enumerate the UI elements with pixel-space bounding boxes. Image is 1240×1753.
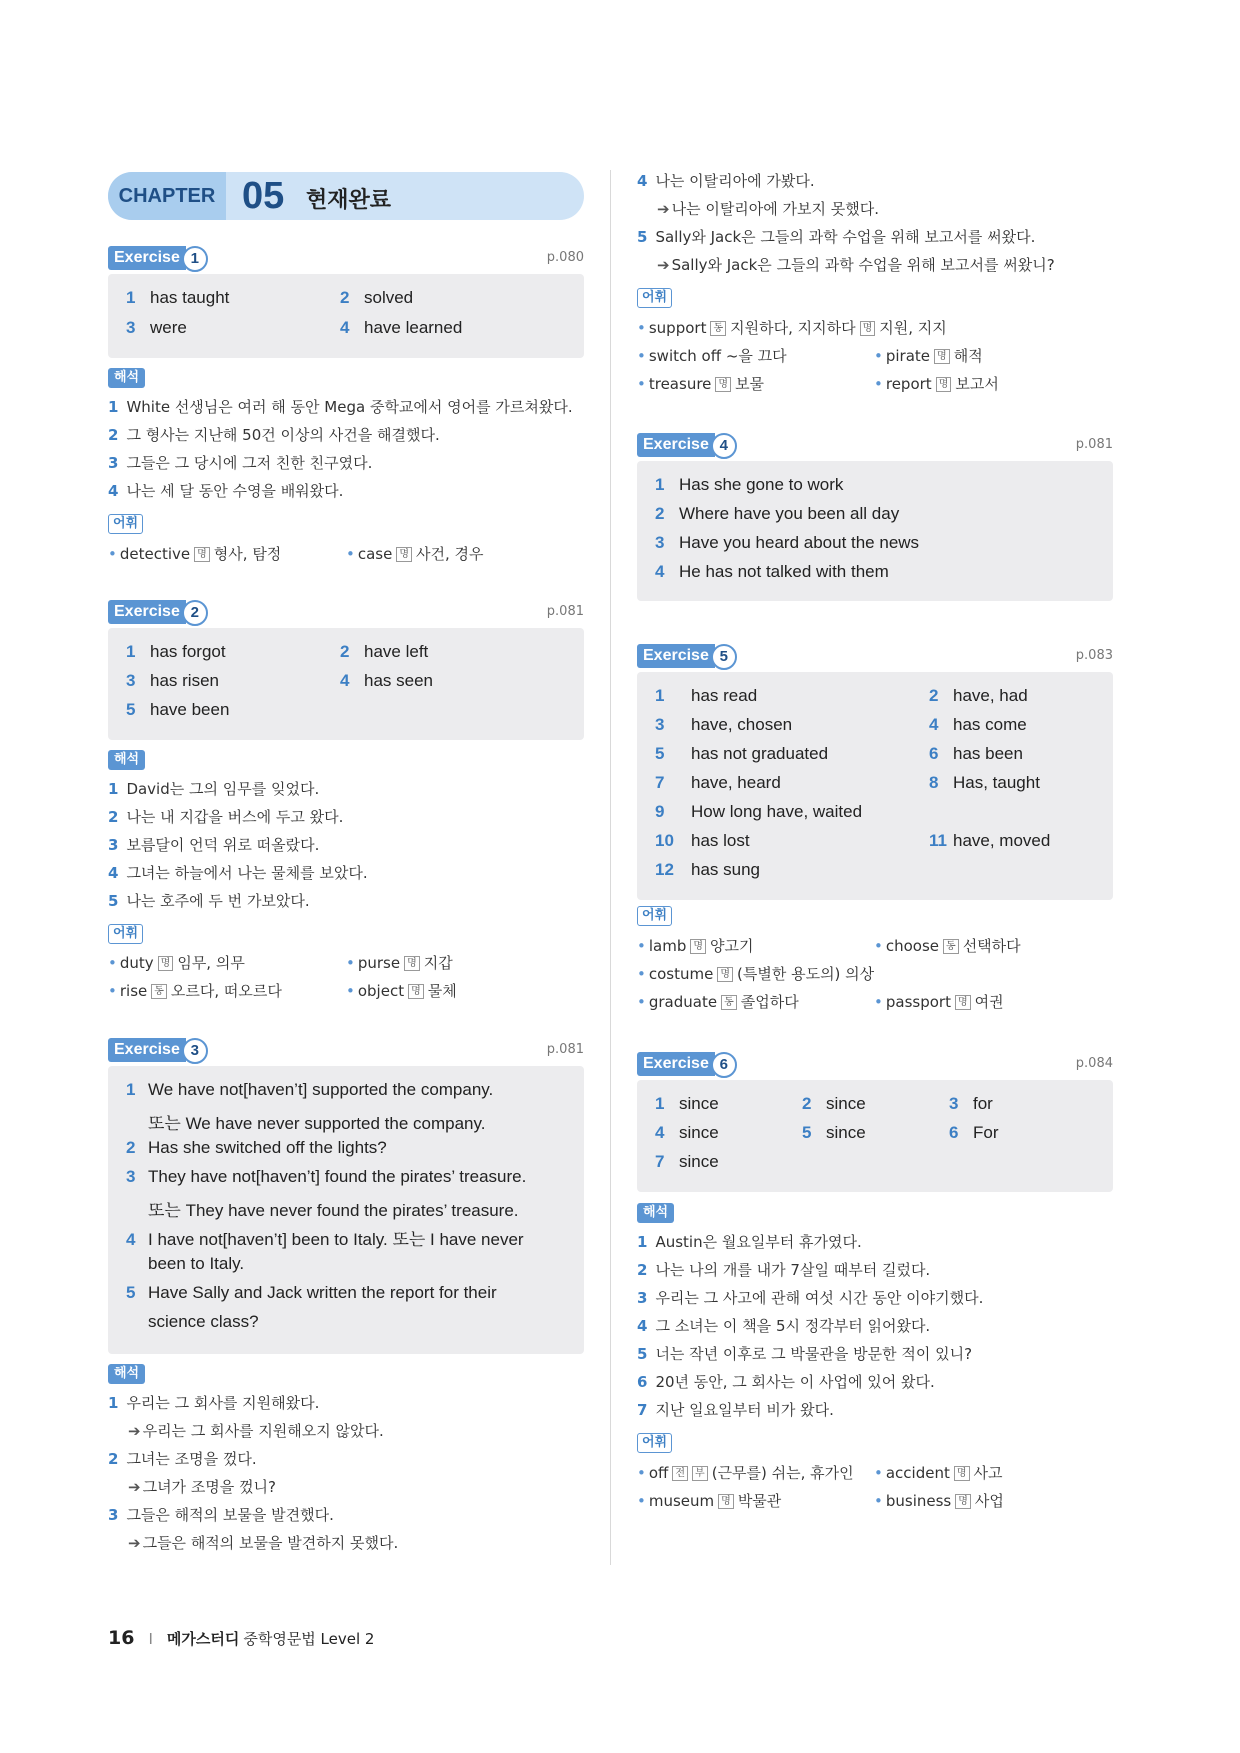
answer-item: 3 for: [949, 1094, 993, 1113]
vocab-item: • lamb 명 양고기: [637, 937, 754, 955]
exercise-number: 3: [182, 1038, 208, 1064]
answer-item: 1 We have not[haven’t] supported the company.: [126, 1080, 494, 1099]
vocab-item: • purse 명 지갑: [346, 954, 453, 972]
chapter-label: CHAPTER: [108, 172, 226, 220]
exercise-6-header: [637, 1052, 1113, 1078]
translation-line: 3 보름달이 언덕 위로 떠올랐다.: [108, 836, 320, 854]
answer-item: 2 since: [802, 1094, 866, 1113]
vocab-item: • detective 명 형사, 탐정: [108, 545, 282, 563]
vocab-item: • graduate 동 졸업하다: [637, 993, 799, 1011]
answer-item-cont: 또는 We have never supported the company.: [148, 1114, 486, 1133]
translation-line: 4 그녀는 하늘에서 나는 물체를 보았다.: [108, 864, 368, 882]
translation-line: 4 나는 세 달 동안 수영을 배워왔다.: [108, 482, 344, 500]
exercise-label: Exercise: [108, 1038, 186, 1062]
translation-line: 2 그녀는 조명을 껐다.: [108, 1450, 257, 1468]
vocab-item: • choose 동 선택하다: [874, 937, 1021, 955]
answer-item-cont: been to Italy.: [148, 1254, 245, 1273]
book-title: 메가스터디: [166, 1630, 240, 1648]
answer-item: 2 solved: [340, 288, 414, 307]
answer-item: 1 has taught: [126, 288, 230, 307]
exercise-label: Exercise: [637, 1052, 715, 1076]
translation-tag: 해석: [108, 368, 145, 388]
vocab-tag: 어휘: [637, 906, 672, 926]
answer-item: 1 has forgot: [126, 642, 226, 661]
translation-sub: ➔ 우리는 그 회사를 지원해오지 않았다.: [128, 1422, 384, 1440]
translation-sub: ➔ 그녀가 조명을 껐니?: [128, 1478, 276, 1496]
page-ref: p.084: [1075, 1056, 1113, 1071]
chapter-header: [108, 172, 584, 220]
translation-sub: ➔ Sally와 Jack은 그들의 과학 수업을 위해 보고서를 써왔니?: [657, 256, 1055, 274]
translation-line: 7 지난 일요일부터 비가 왔다.: [637, 1401, 834, 1419]
answer-item: 3 were: [126, 318, 187, 337]
answer-item: 3 Have you heard about the news: [655, 533, 920, 552]
vocab-item: • pirate 명 해적: [874, 347, 983, 365]
column-divider: [610, 170, 611, 1565]
answer-item: 1 since: [655, 1094, 719, 1113]
exercise-label: Exercise: [108, 600, 186, 624]
page-ref: p.083: [1075, 648, 1113, 663]
translation-line: 2 나는 내 지갑을 버스에 두고 왔다.: [108, 808, 344, 826]
exercise-4-header: [637, 433, 1113, 459]
translation-tag: 해석: [637, 1203, 674, 1223]
exercise-label: Exercise: [108, 246, 186, 270]
exercise-number: 5: [711, 644, 737, 670]
answer-item: 1 has read: [655, 686, 758, 705]
answer-item: 9 How long have, waited: [655, 802, 863, 821]
translation-line: 2 나는 나의 개를 내가 7살일 때부터 길렀다.: [637, 1261, 931, 1279]
exercise-number: 4: [711, 433, 737, 459]
answer-item: 7 since: [655, 1152, 719, 1171]
translation-line: 2 그 형사는 지난해 50건 이상의 사건을 해결했다.: [108, 426, 440, 444]
answer-item: 3 They have not[haven’t] found the pirates’ treasure.: [126, 1167, 527, 1186]
answer-item: 2 have left: [340, 642, 429, 661]
answer-item: 4 I have not[haven’t] been to Italy. 또는 I have never: [126, 1230, 524, 1249]
exercise-3-header: [108, 1038, 584, 1064]
answer-item: 7 have, heard: [655, 773, 781, 792]
vocab-item: • costume 명 (특별한 용도의) 의상: [637, 965, 875, 983]
translation-line: 3 그들은 해적의 보물을 발견했다.: [108, 1506, 334, 1524]
translation-sub: ➔ 그들은 해적의 보물을 발견하지 못했다.: [128, 1534, 399, 1552]
exercise-5-header: [637, 644, 1113, 670]
exercise-label: Exercise: [637, 433, 715, 457]
exercise-number: 2: [182, 600, 208, 626]
exercise-2-answers: [108, 628, 584, 740]
translation-line: 1 Austin은 월요일부터 휴가였다.: [637, 1233, 862, 1251]
answer-item: 4 has come: [929, 715, 1027, 734]
answer-item: 4 have learned: [340, 318, 463, 337]
answer-item: 5 Have Sally and Jack written the report for their: [126, 1283, 497, 1302]
answer-item: 3 have, chosen: [655, 715, 793, 734]
vocab-item: • report 명 보고서: [874, 375, 999, 393]
vocab-tag: 어휘: [637, 288, 672, 308]
vocab-tag: 어휘: [637, 1433, 672, 1453]
answer-item: 2 have, had: [929, 686, 1028, 705]
vocab-item: • museum 명 박물관: [637, 1492, 782, 1510]
chapter-title: 현재완료: [306, 188, 392, 213]
exercise-number: 6: [711, 1052, 737, 1078]
answer-item: 3 has risen: [126, 671, 219, 690]
translation-tag: 해석: [108, 750, 145, 770]
answer-item-cont: 또는 They have never found the pirates’ treasure.: [148, 1201, 519, 1220]
vocab-item: • case 명 사건, 경우: [346, 545, 484, 563]
translation-line: 6 20년 동안, 그 회사는 이 사업에 있어 왔다.: [637, 1373, 935, 1391]
exercise-2-header: [108, 600, 584, 626]
vocab-tag: 어휘: [108, 924, 143, 944]
answer-item: 2 Where have you been all day: [655, 504, 900, 523]
translation-line: 3 우리는 그 사고에 관해 여섯 시간 동안 이야기했다.: [637, 1289, 984, 1307]
page-footer: [108, 1627, 374, 1649]
translation-line: 4 나는 이탈리아에 가봤다.: [637, 172, 815, 190]
answer-item: 10 has lost: [655, 831, 750, 850]
translation-line: 1 우리는 그 회사를 지원해왔다.: [108, 1394, 320, 1412]
chapter-number: 05: [242, 175, 285, 217]
vocab-item: • accident 명 사고: [874, 1464, 1003, 1482]
answer-item: 6 For: [949, 1123, 999, 1142]
answer-item: 6 has been: [929, 744, 1023, 763]
answer-item: 4 has seen: [340, 671, 433, 690]
vocab-item: • object 명 물체: [346, 982, 457, 1000]
vocab-item: • switch off ~을 끄다: [637, 347, 787, 365]
translation-line: 5 Sally와 Jack은 그들의 과학 수업을 위해 보고서를 써왔다.: [637, 228, 1036, 246]
answer-item: 4 He has not talked with them: [655, 562, 889, 581]
answer-item-cont: science class?: [148, 1312, 259, 1331]
book-subtitle: 중학영문법 Level 2: [243, 1630, 375, 1648]
vocab-item: • passport 명 여권: [874, 993, 1004, 1011]
answer-item: 8 Has, taught: [929, 773, 1040, 792]
translation-line: 1 David는 그의 임무를 잊었다.: [108, 780, 320, 798]
answer-item: 1 Has she gone to work: [655, 475, 844, 494]
exercise-3-answers: [108, 1066, 584, 1354]
answer-item: 5 since: [802, 1123, 866, 1142]
vocab-item: • duty 명 임무, 의무: [108, 954, 245, 972]
translation-line: 5 너는 작년 이후로 그 박물관을 방문한 적이 있니?: [637, 1345, 973, 1363]
translation-line: 3 그들은 그 당시에 그저 친한 친구였다.: [108, 454, 373, 472]
vocab-item: • off 전 부 (근무를) 쉬는, 휴가인: [637, 1464, 854, 1482]
exercise-label: Exercise: [637, 644, 715, 668]
translation-line: 5 나는 호주에 두 번 가보았다.: [108, 892, 310, 910]
answer-item: 5 has not graduated: [655, 744, 829, 763]
exercise-5-answers: [637, 672, 1113, 900]
page-ref: p.081: [546, 604, 584, 619]
answer-item: 4 since: [655, 1123, 719, 1142]
vocab-item: • rise 동 오르다, 떠오르다: [108, 982, 282, 1000]
exercise-1-header: [108, 246, 584, 272]
page-ref: p.080: [546, 250, 584, 265]
exercise-1-answers: [108, 274, 584, 358]
vocab-tag: 어휘: [108, 514, 143, 534]
translation-sub: ➔ 나는 이탈리아에 가보지 못했다.: [657, 200, 880, 218]
page-number: 16: [108, 1627, 135, 1649]
page-ref: p.081: [1075, 437, 1113, 452]
vocab-item: • support 동 지원하다, 지지하다 명 지원, 지지: [637, 319, 947, 337]
exercise-number: 1: [182, 246, 208, 272]
vocab-item: • business 명 사업: [874, 1492, 1004, 1510]
exercise-6-answers: [637, 1080, 1113, 1192]
answer-item: 5 have been: [126, 700, 230, 719]
answer-item: 2 Has she switched off the lights?: [126, 1138, 387, 1157]
translation-tag: 해석: [108, 1364, 145, 1384]
answer-item: 12 has sung: [655, 860, 760, 879]
exercise-4-answers: [637, 461, 1113, 601]
page-ref: p.081: [546, 1042, 584, 1057]
vocab-item: • treasure 명 보물: [637, 375, 765, 393]
translation-line: 1 White 선생님은 여러 해 동안 Mega 중학교에서 영어를 가르쳐왔다.: [108, 398, 573, 416]
answer-item: 11 have, moved: [929, 831, 1051, 850]
translation-line: 4 그 소녀는 이 책을 5시 정각부터 읽어왔다.: [637, 1317, 931, 1335]
footer-separator: I: [148, 1630, 153, 1648]
